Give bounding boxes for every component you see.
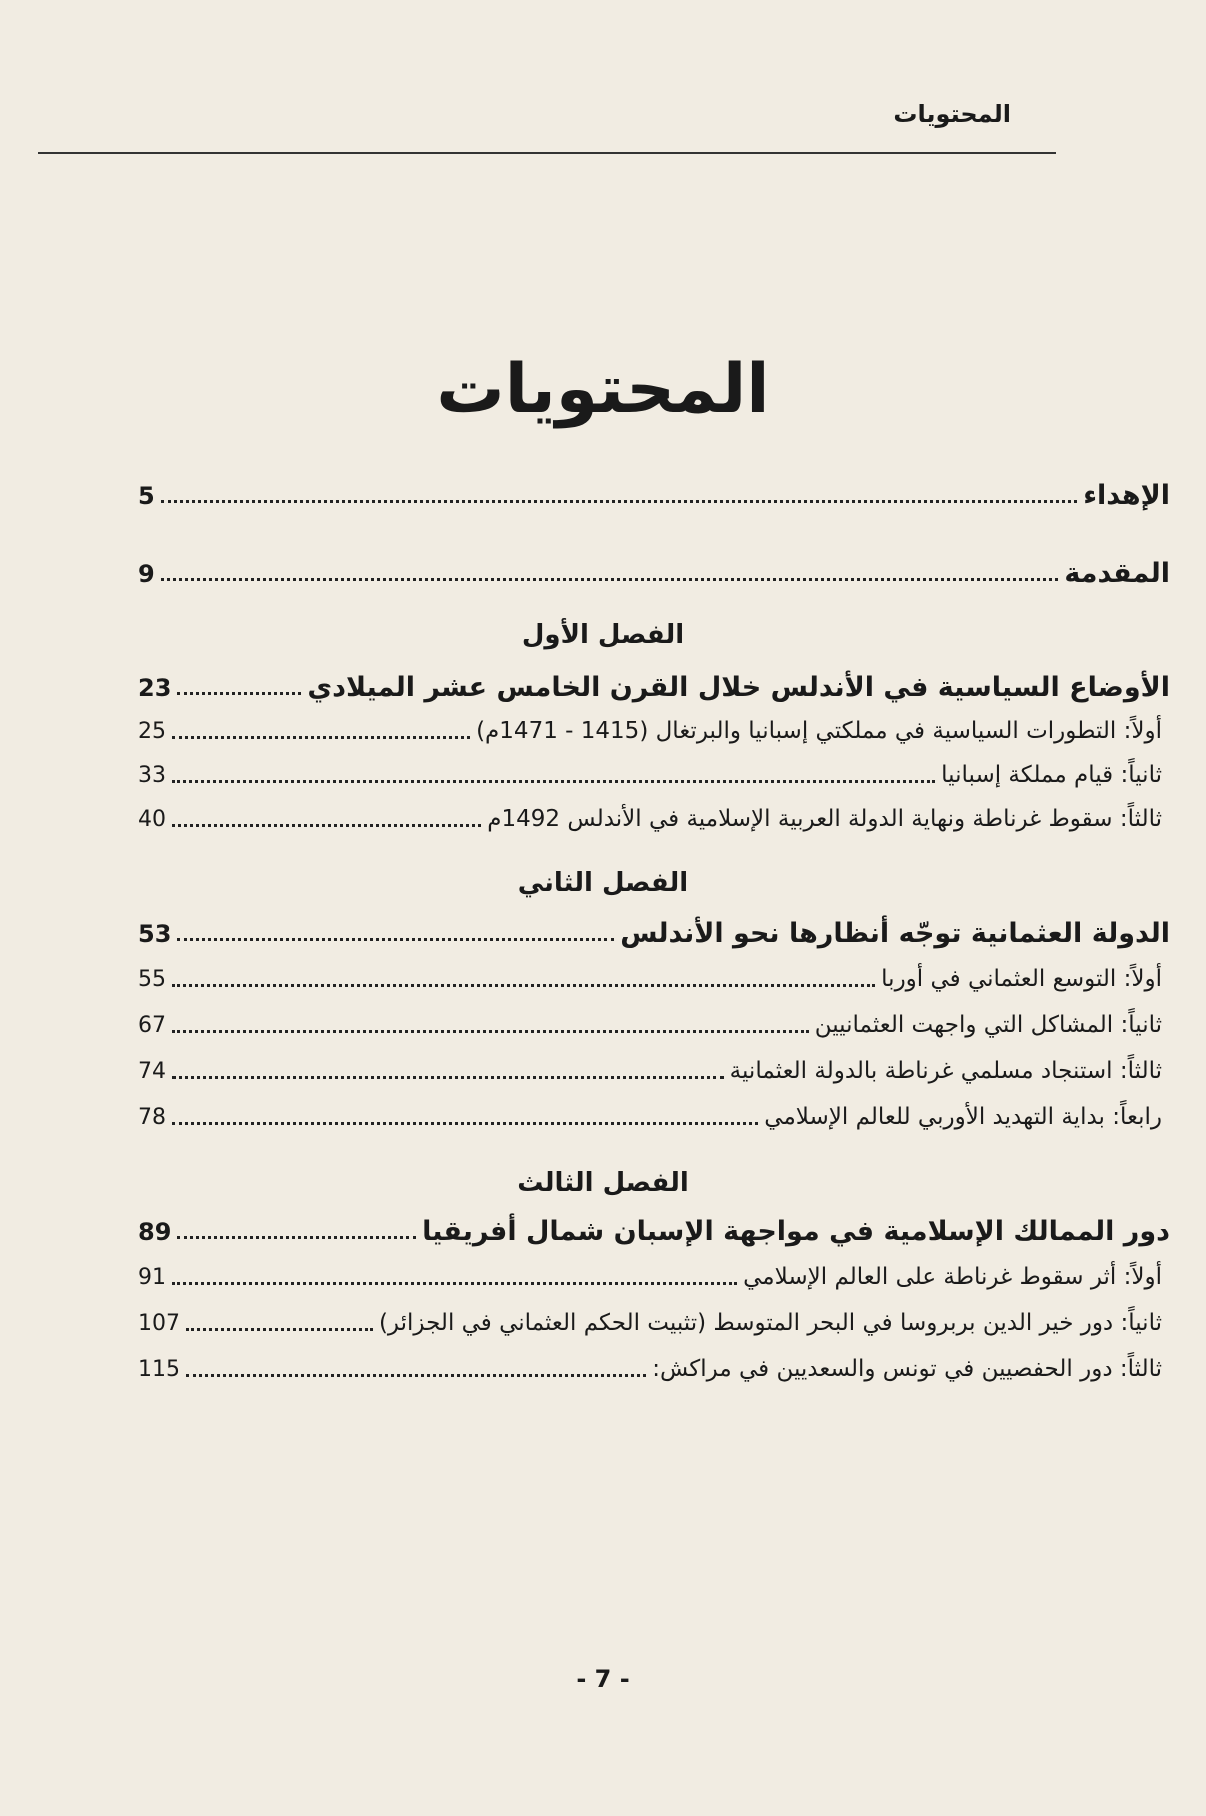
header-rule bbox=[38, 152, 1056, 154]
toc-section[interactable] bbox=[138, 1058, 1162, 1084]
leader-dots bbox=[172, 984, 875, 987]
toc-page-number: 74 bbox=[138, 1059, 166, 1084]
leader-dots bbox=[177, 1236, 416, 1239]
leader-dots bbox=[172, 1282, 737, 1285]
toc-section[interactable] bbox=[138, 806, 1162, 832]
toc-chapter-2-main[interactable] bbox=[138, 918, 1170, 949]
toc-entry-title: ثالثاً: دور الحفصيين في تونس والسعديين في مراكش: bbox=[652, 1356, 1162, 1382]
toc-entry-title: ثانياً: المشاكل التي واجهت العثمانيين bbox=[814, 1012, 1162, 1038]
leader-dots bbox=[172, 1122, 758, 1125]
chapter-heading-1: الفصل الأول bbox=[521, 620, 685, 650]
toc-page-number: 25 bbox=[138, 719, 166, 744]
toc-page-number: 89 bbox=[138, 1218, 172, 1246]
leader-dots bbox=[177, 692, 301, 695]
leader-dots bbox=[186, 1374, 646, 1377]
leader-dots bbox=[172, 1030, 809, 1033]
leader-dots bbox=[161, 500, 1078, 503]
toc-page-number: 33 bbox=[138, 763, 166, 788]
toc-page-number: 23 bbox=[138, 674, 172, 702]
toc-entry-title: دور الممالك الإسلامية في مواجهة الإسبان شمال أفريقيا bbox=[422, 1216, 1170, 1247]
toc-section[interactable] bbox=[138, 1356, 1162, 1382]
leader-dots bbox=[186, 1328, 373, 1331]
running-head: المحتويات bbox=[893, 100, 1011, 128]
toc-page-number: 78 bbox=[138, 1105, 166, 1130]
toc-entry-title: ثالثاً: سقوط غرناطة ونهاية الدولة العربية الإسلامية في الأندلس 1492م bbox=[487, 806, 1162, 832]
toc-entry-title: رابعاً: بداية التهديد الأوربي للعالم الإسلامي bbox=[764, 1104, 1162, 1130]
toc-page-number: 67 bbox=[138, 1013, 166, 1038]
page-title: المحتويات bbox=[436, 350, 770, 429]
toc-page-number: 115 bbox=[138, 1357, 180, 1382]
toc-entry-title: ثانياً: قيام مملكة إسبانيا bbox=[941, 762, 1162, 788]
leader-dots bbox=[172, 824, 481, 827]
toc-section[interactable] bbox=[138, 1012, 1162, 1038]
page-number-footer: - 7 - bbox=[576, 1665, 630, 1693]
toc-page-number: 107 bbox=[138, 1311, 180, 1336]
toc-entry-title: ثالثاً: استنجاد مسلمي غرناطة بالدولة العثمانية bbox=[729, 1058, 1162, 1084]
toc-page-number: 55 bbox=[138, 967, 166, 992]
toc-entry-title: الأوضاع السياسية في الأندلس خلال القرن الخامس عشر الميلادي bbox=[307, 672, 1170, 703]
toc-section[interactable] bbox=[138, 762, 1162, 788]
toc-section[interactable] bbox=[138, 1104, 1162, 1130]
toc-entry-title: الإهداء bbox=[1083, 480, 1170, 511]
toc-page-number: 91 bbox=[138, 1265, 166, 1290]
toc-entry-title: ثانياً: دور خير الدين بربروسا في البحر المتوسط (تثبيت الحكم العثماني في الجزائر) bbox=[378, 1310, 1162, 1336]
toc-entry-title: أولاً: التوسع العثماني في أوربا bbox=[881, 966, 1162, 992]
toc-entry-title: الدولة العثمانية توجّه أنظارها نحو الأندلس bbox=[620, 918, 1170, 949]
toc-chapter-1-main[interactable] bbox=[138, 672, 1170, 703]
toc-page-number: 9 bbox=[138, 560, 155, 588]
leader-dots bbox=[172, 1076, 724, 1079]
toc-entry-title: أولاً: أثر سقوط غرناطة على العالم الإسلامي bbox=[743, 1264, 1162, 1290]
toc-chapter-3-main[interactable] bbox=[138, 1216, 1170, 1247]
toc-page-number: 40 bbox=[138, 807, 166, 832]
toc-entry-title: المقدمة bbox=[1064, 558, 1170, 589]
leader-dots bbox=[161, 578, 1059, 581]
leader-dots bbox=[177, 938, 614, 941]
toc-section[interactable] bbox=[138, 1264, 1162, 1290]
toc-section[interactable] bbox=[138, 1310, 1162, 1336]
chapter-heading-3: الفصل الثالث bbox=[517, 1168, 689, 1198]
toc-page-number: 53 bbox=[138, 920, 172, 948]
toc-entry-dedication[interactable] bbox=[138, 480, 1170, 511]
leader-dots bbox=[172, 780, 935, 783]
leader-dots bbox=[172, 736, 470, 739]
toc-entry-introduction[interactable] bbox=[138, 558, 1170, 589]
toc-page-number: 5 bbox=[138, 482, 155, 510]
toc-entry-title: أولاً: التطورات السياسية في مملكتي إسبانيا والبرتغال (1415 - 1471م) bbox=[476, 718, 1162, 744]
chapter-heading-2: الفصل الثاني bbox=[517, 868, 689, 898]
toc-section[interactable] bbox=[138, 718, 1162, 744]
toc-section[interactable] bbox=[138, 966, 1162, 992]
